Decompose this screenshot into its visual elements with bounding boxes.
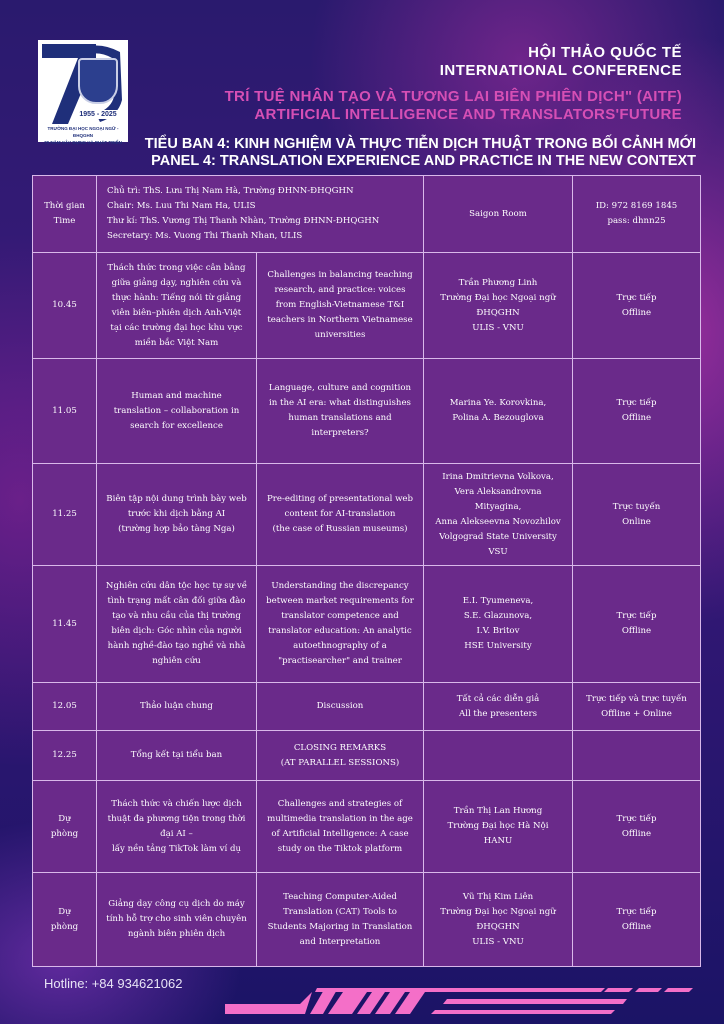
cell-line: HANU xyxy=(483,836,513,846)
cell-line: Thách thức và chiến lược dịch xyxy=(111,798,242,809)
cell-line: universities xyxy=(314,330,366,340)
cell-line: from English-Vietnamese T&I xyxy=(275,300,405,310)
ulis-70-years-logo xyxy=(38,40,128,145)
cell-line: biên dịch: Góc nhìn của người xyxy=(111,626,242,636)
cell-line: ID: 972 8169 1845 xyxy=(595,201,678,211)
cell-line: miền bắc Việt Nam xyxy=(134,337,219,348)
table-row xyxy=(33,683,701,731)
cell-line: Chủ trì: ThS. Lưu Thị Nam Hà, Trường ĐHNN-ĐHQGHN xyxy=(107,186,354,196)
cell-line: 12.05 xyxy=(52,701,77,711)
cell-line: Trực tiếp xyxy=(616,398,657,408)
time-cell xyxy=(33,566,97,683)
hotline: Hotline: +84 934621062 xyxy=(44,976,183,991)
cell-line: Thời gian xyxy=(44,201,85,211)
cell-line: Vũ Thị Kim Liên xyxy=(462,891,534,902)
cell-line: Pre-editing of presentational web xyxy=(266,494,414,504)
time-cell xyxy=(33,683,97,731)
cell-line: Trần Phương Linh xyxy=(458,277,538,288)
cell-line: Chair: Ms. Luu Thi Nam Ha, ULIS xyxy=(107,201,256,211)
time-header xyxy=(33,176,97,253)
cell-line: phòng xyxy=(50,921,79,932)
logo-years: 1955 - 2025 xyxy=(76,110,120,119)
cell-line: 11.05 xyxy=(52,405,77,416)
cell-line: (the case of Russian museums) xyxy=(272,524,408,534)
cell-line: Offline xyxy=(621,626,652,636)
table-header-row xyxy=(33,176,701,253)
mode-cell xyxy=(573,873,701,967)
table-row xyxy=(33,566,701,683)
cell-line: Irina Dmitrievna Volkova, xyxy=(442,471,554,482)
mode-cell xyxy=(573,359,701,464)
presenter-cell xyxy=(424,253,573,359)
cell-line: Understanding the discrepancy xyxy=(271,581,409,591)
cell-line: Dự xyxy=(58,906,71,917)
cell-line: nghiên cứu xyxy=(152,656,201,666)
cell-line: đại AI – xyxy=(160,828,193,839)
cell-line: multimedia translation in the age xyxy=(267,813,413,824)
cell-line: Biên tập nội dung trình bày web xyxy=(106,494,247,504)
time-cell xyxy=(33,781,97,873)
table-row xyxy=(33,253,701,359)
cell-line: Offline + Online xyxy=(601,708,672,719)
cell-line: Offline xyxy=(621,828,652,839)
title-en-cell xyxy=(257,683,424,731)
table-row xyxy=(33,359,701,464)
cell-line: tính hỗ trợ cho sinh viên chuyên xyxy=(106,914,247,924)
presenter-cell xyxy=(424,566,573,683)
cell-line: I.V. Britov xyxy=(476,626,520,636)
cell-line: Offline xyxy=(621,307,652,318)
decorative-stripes xyxy=(225,986,695,1014)
title-en-cell xyxy=(257,781,424,873)
cell-line: 11.45 xyxy=(52,618,77,629)
cell-line: search for excellence xyxy=(130,420,223,431)
cell-line: VSU xyxy=(488,546,508,557)
cell-line: and Interpretation xyxy=(299,936,381,947)
cell-line: Nghiên cứu dân tộc học tự sự về xyxy=(105,581,248,591)
cell-line: All the presenters xyxy=(458,708,538,719)
cell-line: Secretary: Ms. Vuong Thi Thanh Nhan, ULIS xyxy=(107,231,303,241)
title-vi-cell xyxy=(97,566,257,683)
conference-theme-en: ARTIFICIAL INTELLIGENCE AND TRANSLATORS'FUTURE xyxy=(254,106,682,123)
cell-line: Teaching Computer-Aided xyxy=(283,891,397,902)
presenter-cell xyxy=(424,873,573,967)
cell-line: content for AI-translation xyxy=(284,509,396,519)
cell-line: ULIS - VNU xyxy=(472,322,524,333)
cell-line: teachers in Northern Vietnamese xyxy=(267,315,413,325)
zoom-credentials-cell xyxy=(573,176,701,253)
title-vi-cell xyxy=(97,731,257,781)
cell-line: Volgograd State University xyxy=(439,531,557,542)
cell-line: pass: dhnn25 xyxy=(607,216,666,226)
cell-line: Thảo luận chung xyxy=(140,701,213,711)
cell-line: thực hành: Tiếng nói từ giảng xyxy=(111,292,242,303)
cell-line: Thách thức trong việc cân bằng xyxy=(107,262,246,273)
cell-line: Trực tiếp xyxy=(616,611,657,621)
cell-line: translation – collaboration in xyxy=(113,405,240,416)
cell-line: 12.25 xyxy=(52,750,77,760)
time-cell xyxy=(33,731,97,781)
room-cell: Saigon Room xyxy=(424,176,573,253)
mode-cell xyxy=(573,731,701,781)
cell-line: Online xyxy=(622,516,651,527)
cell-line: Language, culture and cognition xyxy=(268,383,412,393)
table-row xyxy=(33,781,701,873)
cell-line: between market requirements for xyxy=(266,596,414,606)
cell-line: giữa giảng dạy, nghiên cứu và xyxy=(111,277,242,288)
mode-cell xyxy=(573,464,701,566)
cell-line: (trường hợp bảo tàng Nga) xyxy=(118,524,235,534)
cell-line: Offline xyxy=(621,413,652,423)
logo-caption: TRƯỜNG ĐẠI HỌC NGOẠI NGỮ - ĐHQGHN 70 NĂM XÂY DỰNG VÀ PHÁT TRIỂN xyxy=(44,126,122,145)
cell-line: human translations and xyxy=(288,413,392,423)
shield-icon xyxy=(78,58,118,104)
cell-line: trước khi dịch bằng AI xyxy=(127,509,226,519)
cell-line: ngành biên phiên dịch xyxy=(127,929,226,939)
conference-theme-vi: TRÍ TUỆ NHÂN TẠO VÀ TƯƠNG LAI BIÊN PHIÊN DỊCH" (AITF) xyxy=(224,88,682,105)
cell-line: interpreters? xyxy=(311,428,369,438)
cell-line: study on the Tiktok platform xyxy=(277,843,403,854)
cell-line: of Artificial Intelligence: A case xyxy=(271,828,409,839)
cell-line: CLOSING REMARKS xyxy=(293,742,387,753)
cell-line: Offline xyxy=(621,921,652,932)
title-en-cell xyxy=(257,731,424,781)
cell-line: Trực tiếp xyxy=(616,906,657,917)
title-vi: HỘI THẢO QUỐC TẾ xyxy=(528,44,682,61)
cell-line: Polina A. Bezouglova xyxy=(452,413,544,423)
title-en: INTERNATIONAL CONFERENCE xyxy=(439,62,682,79)
title-vi-cell xyxy=(97,873,257,967)
cell-line: Mityagina, xyxy=(474,501,522,512)
cell-line: tạo và nhu cầu của thị trường xyxy=(112,611,241,621)
cell-line: translator education: An analytic xyxy=(268,626,412,636)
table-row xyxy=(33,873,701,967)
cell-line: Trực tiếp xyxy=(616,292,657,303)
time-cell xyxy=(33,873,97,967)
title-vi-cell xyxy=(97,781,257,873)
cell-line: research, and practice: voices xyxy=(274,285,406,295)
cell-line: Trường Đại học Ngoại ngữ xyxy=(440,292,556,303)
cell-line: ĐHQGHN xyxy=(476,307,520,318)
presenter-cell xyxy=(424,781,573,873)
cell-line: in the AI era: what distinguishes xyxy=(269,398,411,408)
cell-line: Human and machine xyxy=(131,390,222,401)
cell-line: Translation (CAT) Tools to xyxy=(283,906,397,917)
cell-line: translator competence and xyxy=(281,611,399,621)
cell-line: phòng xyxy=(50,828,79,839)
mode-cell xyxy=(573,781,701,873)
cell-line: viên biên–phiên dịch Anh-Việt xyxy=(111,307,242,318)
panel-title-vi: TIỂU BAN 4: KINH NGHIỆM VÀ THỰC TIỄN DỊCH THUẬT TRONG BỐI CẢNH MỚI xyxy=(144,136,696,152)
cell-line: Vera Aleksandrovna xyxy=(454,486,542,497)
cell-line: lấy nền tảng TikTok làm ví dụ xyxy=(111,843,242,854)
title-vi-cell xyxy=(97,683,257,731)
cell-line: E.I. Tyumeneva, xyxy=(462,596,534,606)
title-en-cell xyxy=(257,464,424,566)
mode-cell xyxy=(573,253,701,359)
presenter-cell xyxy=(424,359,573,464)
cell-line: "practisearcher" and trainer xyxy=(278,656,402,666)
cell-line: Marina Ye. Korovkina, xyxy=(449,398,547,408)
title-en-cell xyxy=(257,873,424,967)
cell-line: Trường Đại học Hà Nội xyxy=(447,821,549,831)
table-row xyxy=(33,731,701,781)
cell-line: thuật đa phương tiện trong thời xyxy=(107,813,246,824)
cell-line: Time xyxy=(53,216,76,226)
cell-line: hành nghề-đào tạo nghề và nhà xyxy=(107,641,246,651)
cell-line: Trực tiếp và trực tuyến xyxy=(586,693,687,704)
schedule-table xyxy=(32,175,701,967)
time-cell xyxy=(33,359,97,464)
cell-line: ĐHQGHN xyxy=(476,921,520,932)
title-en-cell xyxy=(257,566,424,683)
mode-cell xyxy=(573,566,701,683)
cell-line: autoethnography of a xyxy=(293,641,387,651)
table-row xyxy=(33,464,701,566)
cell-line: HSE University xyxy=(464,641,532,651)
presenter-cell xyxy=(424,683,573,731)
presenter-cell xyxy=(424,464,573,566)
mode-cell xyxy=(573,683,701,731)
cell-line: (AT PARALLEL SESSIONS) xyxy=(280,757,400,768)
chairs-cell xyxy=(97,176,424,253)
title-vi-cell xyxy=(97,253,257,359)
panel-title-en: PANEL 4: TRANSLATION EXPERIENCE AND PRACTICE IN THE NEW CONTEXT xyxy=(151,153,696,169)
cell-line: Trực tiếp xyxy=(616,813,657,824)
cell-line: Dự xyxy=(58,813,71,824)
cell-line: Students Majoring in Translation xyxy=(267,921,413,932)
cell-line: Discussion xyxy=(316,701,364,711)
title-vi-cell xyxy=(97,359,257,464)
cell-line: ULIS - VNU xyxy=(472,936,524,947)
cell-line: Challenges and strategies of xyxy=(277,798,403,809)
cell-line: Trần Thị Lan Hương xyxy=(453,806,543,816)
presenter-cell xyxy=(424,731,573,781)
cell-line: Tổng kết tại tiểu ban xyxy=(130,750,223,760)
cell-line: Tất cả các diễn giả xyxy=(456,693,540,704)
cell-line: Giảng dạy công cụ dịch do máy xyxy=(108,899,245,909)
cell-line: Thư kí: ThS. Vương Thị Thanh Nhàn, Trường ĐHNN-ĐHQGHN xyxy=(107,216,380,226)
cell-line: tại các trường đại học khu vực xyxy=(110,322,243,333)
cell-line: Anna Alekseevna Novozhilov xyxy=(435,516,561,527)
time-cell xyxy=(33,464,97,566)
cell-line: tình trạng mất cân đối giữa đào xyxy=(107,596,246,606)
cell-line: Trường Đại học Ngoại ngữ xyxy=(440,906,556,917)
time-cell xyxy=(33,253,97,359)
cell-line: 11.25 xyxy=(52,509,77,519)
cell-line: Trực tuyến xyxy=(612,501,661,512)
title-vi-cell xyxy=(97,464,257,566)
title-en-cell xyxy=(257,359,424,464)
title-en-cell xyxy=(257,253,424,359)
cell-line: 10.45 xyxy=(52,300,77,310)
cell-line: Challenges in balancing teaching xyxy=(267,270,413,280)
cell-line: S.E. Glazunova, xyxy=(463,611,533,621)
